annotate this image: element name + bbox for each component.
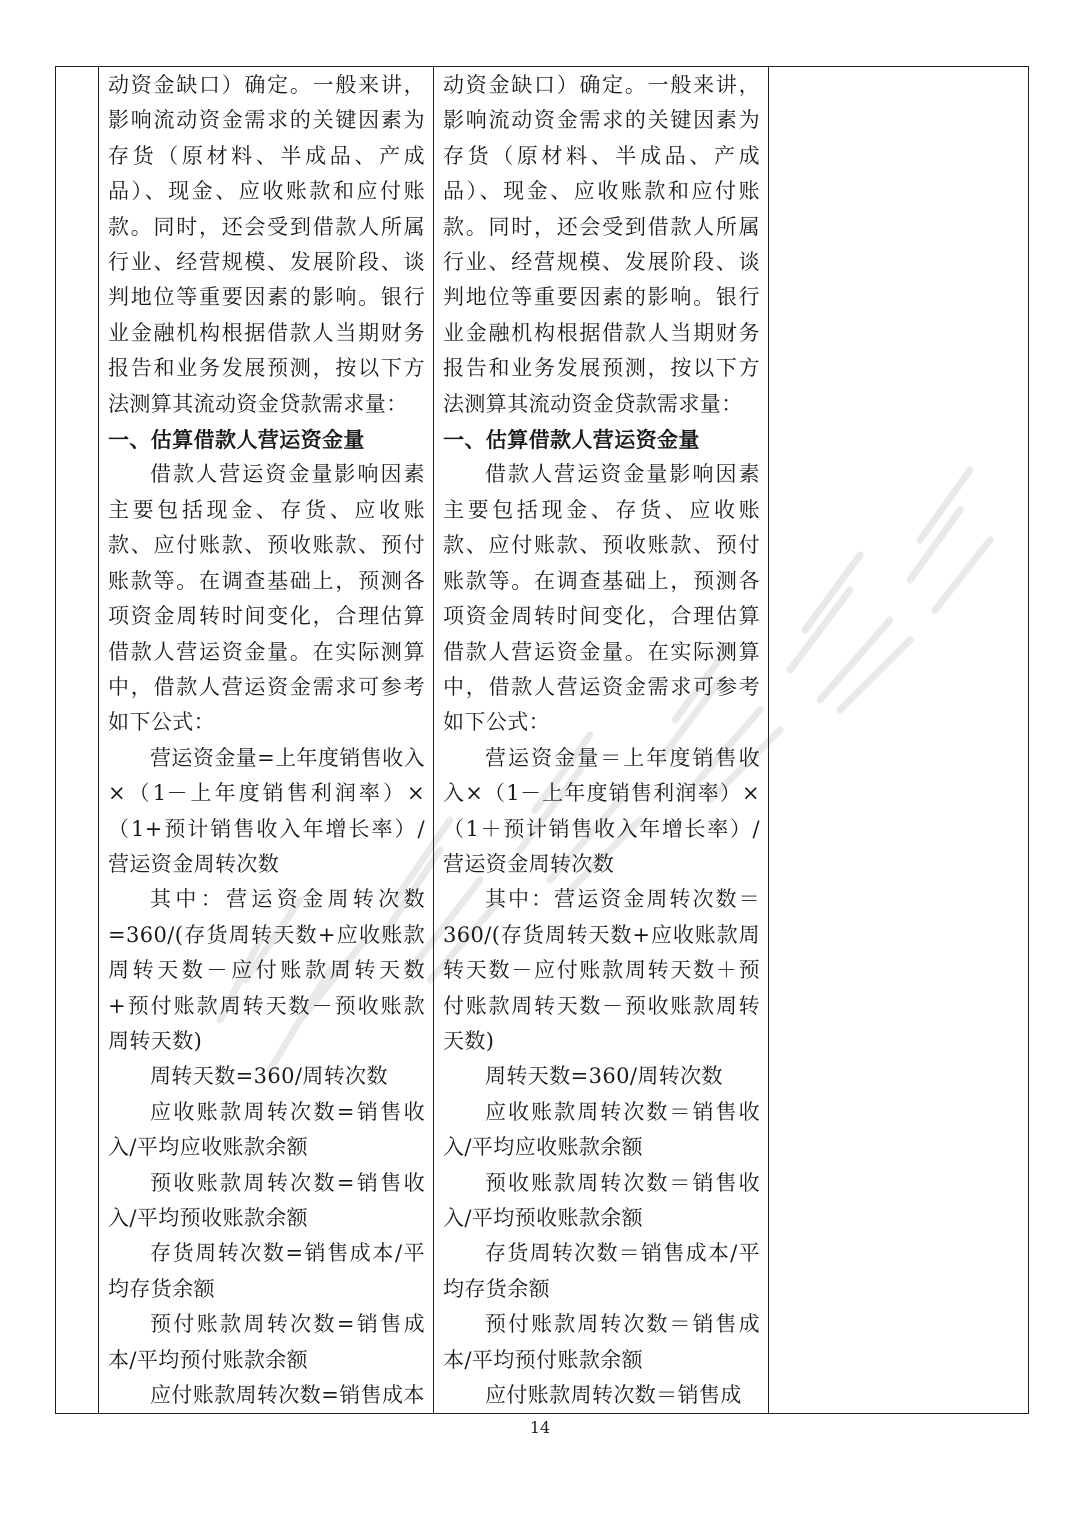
paragraph: 营运资金量=上年度销售收入×（1－上年度销售利润率）×（1+预计销售收入年增长率）/营运资金周转次数 [108, 745, 425, 876]
paragraph: 借款人营运资金量影响因素主要包括现金、存货、应收账款、应付账款、预收账款、预付账款等。在调查基础上，预测各项资金周转时间变化，合理估算借款人营运资金量。在实际测算中，借款人营运资金需求可参考如下公式： [443, 462, 760, 735]
paragraph: 应付账款周转次数=销售成本 [150, 1383, 425, 1408]
notes-cell [769, 67, 1029, 1414]
original-text-cell [99, 67, 434, 1414]
paragraph: 应付账款周转次数＝销售成 [485, 1383, 742, 1408]
paragraph: 应收账款周转次数=销售收入/平均应收账款余额 [108, 1099, 425, 1160]
paragraph: 营运资金量＝上年度销售收入×（1－上年度销售利润率）×（1＋预计销售收入年增长率）/营运资金周转次数 [443, 745, 760, 876]
paragraph: 预付账款周转次数＝销售成本/平均预付账款余额 [443, 1312, 760, 1372]
paragraph: 周转天数=360/周转次数 [485, 1064, 723, 1089]
original-text [99, 67, 433, 1413]
page-number: 14 [529, 1418, 551, 1437]
paragraph: 动资金缺口）确定。一般来讲，影响流动资金需求的关键因素为存货（原材料、半成品、产成品）、现金、应收账款和应付账款。同时，还会受到借款人所属行业、经营规模、发展阶段、谈判地位等重要因素的影响。银行业金融机构根据借款人当期财务报告和业务发展预测，按以下方法测算其流动资金贷款需求量： [108, 73, 425, 416]
paragraph: 预收账款周转次数=销售收入/平均预收账款余额 [108, 1170, 425, 1230]
paragraph: 借款人营运资金量影响因素主要包括现金、存货、应收账款、应付账款、预收账款、预付账款等。在调查基础上，预测各项资金周转时间变化，合理估算借款人营运资金量。在实际测算中，借款人营运资金需求可参考如下公式： [108, 462, 425, 735]
row-number-cell [56, 67, 99, 1414]
paragraph: 应收账款周转次数＝销售收入/平均应收账款余额 [443, 1099, 760, 1160]
paragraph: 存货周转次数＝销售成本/平均存货余额 [443, 1241, 760, 1301]
section-heading: 一、估算借款人营运资金量 [443, 427, 700, 453]
paragraph: 存货周转次数=销售成本/平均存货余额 [108, 1241, 425, 1301]
comparison-table [55, 66, 1029, 1414]
paragraph: 周转天数=360/周转次数 [150, 1064, 388, 1089]
paragraph: 其中：营运资金周转次数＝360/(存货周转天数+应收账款周转天数－应付账款周转天数＋预付账款周转天数－预收账款周转天数) [443, 887, 760, 1053]
table-row [56, 67, 1029, 1414]
paragraph: 其中：营运资金周转次数=360/(存货周转天数+应收账款周转天数－应付账款周转天数+预付账款周转天数－预收账款周转天数) [108, 887, 425, 1053]
paragraph: 动资金缺口）确定。一般来讲，影响流动资金需求的关键因素为存货（原材料、半成品、产成品）、现金、应收账款和应付账款。同时，还会受到借款人所属行业、经营规模、发展阶段、谈判地位等重要因素的影响。银行业金融机构根据借款人当期财务报告和业务发展预测，按以下方法测算其流动资金贷款需求量： [443, 73, 760, 416]
revised-text [434, 67, 768, 1413]
paragraph: 预收账款周转次数＝销售收入/平均预收账款余额 [443, 1170, 760, 1230]
notes-text [769, 67, 1028, 68]
paragraph: 预付账款周转次数=销售成本/平均预付账款余额 [108, 1312, 425, 1372]
section-heading: 一、估算借款人营运资金量 [108, 427, 365, 453]
revised-text-cell [434, 67, 769, 1414]
